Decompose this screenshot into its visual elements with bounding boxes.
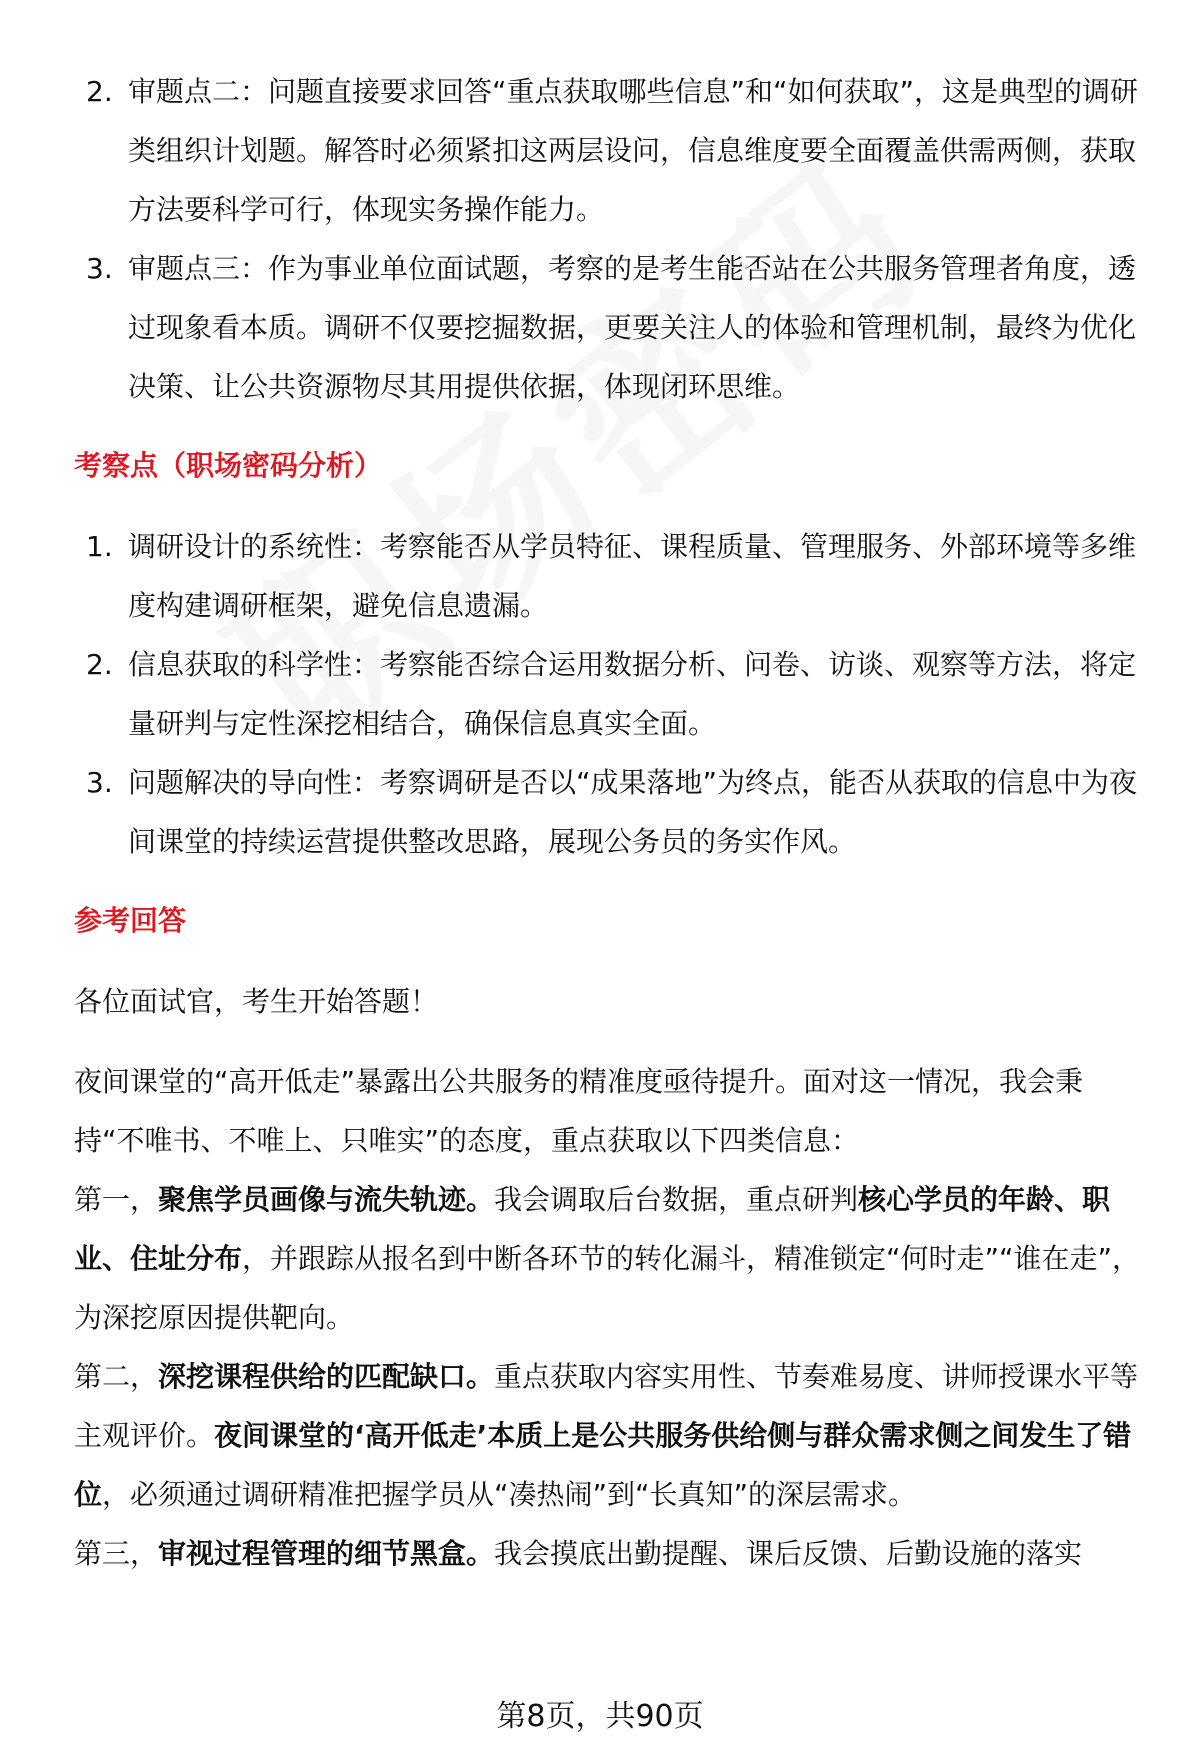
list-number: 3. <box>86 252 113 285</box>
page-footer: 第8页，共90页 <box>496 1699 704 1734</box>
review-points-list <box>74 62 1144 416</box>
list-text: 审题点三：作为事业单位面试题，考察的是考生能否站在公共服务管理者角度，透过现象看本质。调研不仅要挖掘数据，更要关注人的体验和管理机制，最终为优化决策、让公共资源物尽其用提供依据，体现闭环思维。 <box>128 252 1137 403</box>
paragraph-lead: 第二， <box>74 1360 159 1393</box>
paragraph-text: 重点获取内容实用性、节奏难易度、讲师授课水平等主观评价。 <box>74 1360 1139 1452</box>
bold-phrase: 夜间课堂的‘高开低走’本质上是公共服务供给侧与群众需求侧之间发生了错位 <box>74 1419 1132 1511</box>
paragraph-lead: 第一， <box>74 1183 159 1216</box>
list-item <box>74 635 1144 753</box>
list-text: 问题解决的导向性：考察调研是否以“成果落地”为终点，能否从获取的信息中为夜间课堂的持续运营提供整改思路，展现公务员的务实作风。 <box>128 766 1138 858</box>
list-item <box>74 62 1144 239</box>
paragraph-text: ，并跟踪从报名到中断各环节的转化漏斗，精准锁定“何时走”“谁在走”，为深挖原因提供靶向。 <box>74 1242 1141 1334</box>
list-text: 调研设计的系统性：考察能否从学员特征、课程质量、管理服务、外部环境等多维度构建调研框架，避免信息遗漏。 <box>128 530 1137 622</box>
section-heading-reference-answer: 参考回答 <box>74 904 187 937</box>
bold-heading: 深挖课程供给的匹配缺口。 <box>158 1360 495 1393</box>
list-number: 2. <box>86 75 113 108</box>
bold-phrase: 核心学员的年龄、职业、住址分布 <box>74 1183 1111 1275</box>
bold-heading: 聚焦学员画像与流失轨迹。 <box>158 1183 495 1216</box>
list-item <box>74 517 1144 635</box>
answer-paragraph-2 <box>74 1347 1144 1524</box>
paragraph-lead: 第三， <box>74 1537 159 1570</box>
list-number: 1. <box>86 530 113 563</box>
paragraph-text: 我会摸底出勤提醒、课后反馈、后勤设施的落实 <box>494 1537 1083 1570</box>
list-number: 3. <box>86 766 113 799</box>
answer-paragraph-1 <box>74 1170 1144 1347</box>
list-item <box>74 753 1144 871</box>
answer-paragraph-3 <box>74 1524 1144 1583</box>
examination-points-list <box>74 517 1144 871</box>
list-number: 2. <box>86 648 113 681</box>
greeting-paragraph: 各位面试官，考生开始答题！ <box>74 985 439 1018</box>
section-heading-examination: 考察点（职场密码分析） <box>74 449 383 482</box>
list-item <box>74 239 1144 416</box>
list-text: 审题点二：问题直接要求回答“重点获取哪些信息”和“如何获取”，这是典型的调研类组织计划题。解答时必须紧扣这两层设问，信息维度要全面覆盖供需两侧，获取方法要科学可行，体现实务操作能力。 <box>128 75 1139 226</box>
paragraph-text: 我会调取后台数据，重点研判 <box>494 1183 859 1216</box>
paragraph-text: ，必须通过调研精准把握学员从“凑热闹”到“长真知”的深层需求。 <box>102 1478 917 1511</box>
document-page <box>74 62 1144 1583</box>
intro-paragraph: 夜间课堂的“高开低走”暴露出公共服务的精准度亟待提升。面对这一情况，我会秉持“不唯书、不唯上、只唯实”的态度，重点获取以下四类信息： <box>74 1065 1084 1157</box>
list-text: 信息获取的科学性：考察能否综合运用数据分析、问卷、访谈、观察等方法，将定量研判与定性深挖相结合，确保信息真实全面。 <box>128 648 1137 740</box>
bold-heading: 审视过程管理的细节黑盒。 <box>158 1537 495 1570</box>
